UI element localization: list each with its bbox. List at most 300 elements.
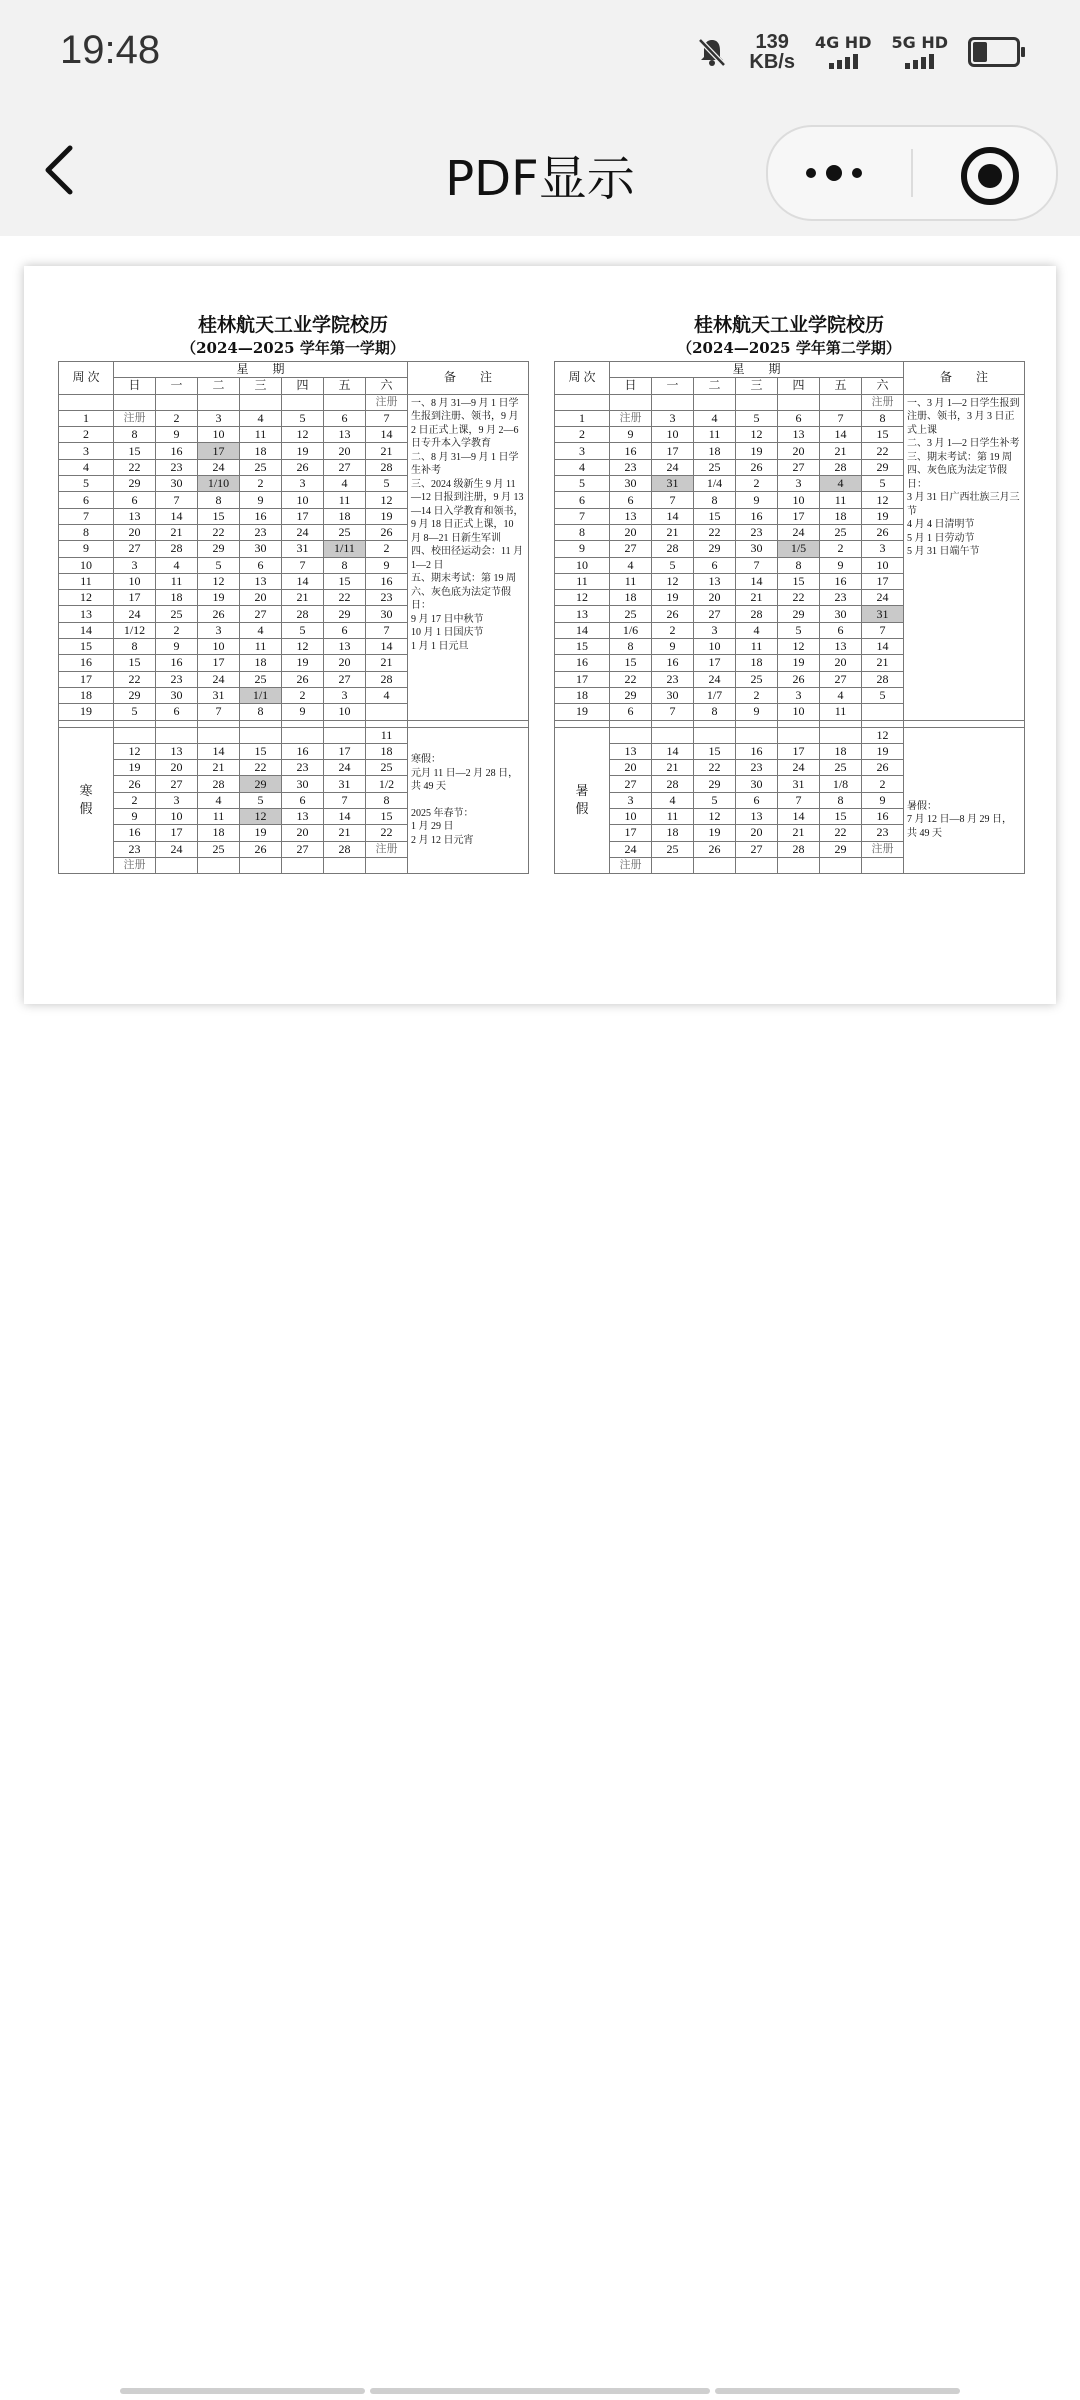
date-cell: 5 <box>282 622 324 638</box>
date-cell: 23 <box>736 524 778 540</box>
week-number: 16 <box>59 655 114 671</box>
week-number: 11 <box>555 573 610 589</box>
date-cell: 9 <box>820 557 862 573</box>
date-cell: 11 <box>240 427 282 443</box>
date-cell: 1/12 <box>114 622 156 638</box>
date-cell: 4 <box>240 622 282 638</box>
date-cell: 13 <box>324 639 366 655</box>
date-cell <box>282 727 324 743</box>
date-cell: 19 <box>778 655 820 671</box>
note-line: 10 月 1 日国庆节 <box>411 627 484 639</box>
date-cell: 31 <box>862 606 904 622</box>
note-line: 五、期末考试：第 19 周 <box>411 573 517 585</box>
calendar-subtitle: （2024—2025 学年第一学期） <box>181 339 405 357</box>
date-cell: 22 <box>694 524 736 540</box>
date-cell: 23 <box>240 524 282 540</box>
date-cell: 16 <box>156 443 198 459</box>
weekday-label: 五 <box>820 378 862 394</box>
note-line <box>907 787 1021 800</box>
date-cell: 17 <box>114 590 156 606</box>
date-cell: 29 <box>114 687 156 703</box>
date-cell: 2 <box>156 622 198 638</box>
date-cell: 22 <box>324 590 366 606</box>
date-cell: 16 <box>156 655 198 671</box>
date-cell: 30 <box>652 687 694 703</box>
date-cell: 15 <box>324 573 366 589</box>
week-number: 17 <box>59 671 114 687</box>
note-line: 四、灰色底为法定节假日： <box>907 465 1008 490</box>
date-cell: 17 <box>652 443 694 459</box>
more-dots-icon[interactable] <box>806 165 862 181</box>
date-cell: 20 <box>114 524 156 540</box>
date-cell: 13 <box>694 573 736 589</box>
date-cell: 16 <box>862 809 904 825</box>
date-cell: 20 <box>324 443 366 459</box>
date-cell: 17 <box>694 655 736 671</box>
date-cell: 11 <box>694 427 736 443</box>
status-icons <box>695 32 1020 72</box>
date-cell: 2 <box>820 541 862 557</box>
calendar-table <box>58 361 529 874</box>
date-cell <box>652 727 694 743</box>
close-target-icon[interactable] <box>961 147 1019 205</box>
date-cell: 28 <box>778 841 820 857</box>
date-cell: 25 <box>366 760 408 776</box>
date-cell: 24 <box>324 760 366 776</box>
date-cell: 12 <box>198 573 240 589</box>
date-cell: 22 <box>862 443 904 459</box>
week-number: 4 <box>59 459 114 475</box>
date-cell <box>694 394 736 410</box>
date-cell: 13 <box>610 508 652 524</box>
date-cell: 22 <box>240 760 282 776</box>
date-cell: 27 <box>114 541 156 557</box>
date-cell: 15 <box>694 508 736 524</box>
date-cell: 注册 <box>366 841 408 857</box>
date-cell: 11 <box>610 573 652 589</box>
date-cell <box>366 857 408 873</box>
date-cell: 15 <box>198 508 240 524</box>
date-cell: 22 <box>610 671 652 687</box>
date-cell: 25 <box>652 841 694 857</box>
date-cell: 30 <box>156 687 198 703</box>
date-cell: 注册 <box>114 410 156 426</box>
date-cell: 23 <box>820 590 862 606</box>
date-cell: 12 <box>114 743 156 759</box>
date-cell: 16 <box>114 825 156 841</box>
date-cell: 25 <box>156 606 198 622</box>
vacation-row <box>555 727 1025 743</box>
date-cell: 3 <box>198 622 240 638</box>
date-cell: 9 <box>862 792 904 808</box>
date-cell: 27 <box>610 776 652 792</box>
date-cell: 23 <box>366 590 408 606</box>
note-line: 四、校田径运动会：11 月 1—2 日 <box>411 546 524 571</box>
date-cell: 8 <box>114 639 156 655</box>
date-cell: 24 <box>114 606 156 622</box>
date-cell <box>778 394 820 410</box>
week-number: 15 <box>555 639 610 655</box>
date-cell: 3 <box>324 687 366 703</box>
date-cell: 2 <box>156 410 198 426</box>
weekday-label: 二 <box>694 378 736 394</box>
date-cell: 24 <box>282 524 324 540</box>
date-cell: 2 <box>862 776 904 792</box>
week-number <box>59 394 114 410</box>
date-cell: 5 <box>862 476 904 492</box>
date-cell: 24 <box>198 459 240 475</box>
date-cell: 28 <box>862 671 904 687</box>
date-cell: 8 <box>778 557 820 573</box>
date-cell: 23 <box>862 825 904 841</box>
date-cell: 26 <box>282 459 324 475</box>
note-line: 1 月 29 日 <box>411 821 454 833</box>
date-cell: 29 <box>610 687 652 703</box>
date-cell <box>324 727 366 743</box>
date-cell <box>282 857 324 873</box>
date-cell: 12 <box>736 427 778 443</box>
date-cell: 16 <box>736 743 778 759</box>
date-cell: 30 <box>156 476 198 492</box>
week-number: 18 <box>59 687 114 703</box>
date-cell: 21 <box>862 655 904 671</box>
date-cell <box>240 727 282 743</box>
date-cell: 19 <box>282 443 324 459</box>
week-number: 13 <box>555 606 610 622</box>
battery-icon <box>968 37 1020 67</box>
date-cell: 23 <box>156 459 198 475</box>
date-cell: 1/11 <box>324 541 366 557</box>
date-cell <box>694 857 736 873</box>
date-cell: 注册 <box>114 857 156 873</box>
date-cell: 19 <box>694 825 736 841</box>
date-cell: 31 <box>778 776 820 792</box>
date-cell: 4 <box>610 557 652 573</box>
date-cell: 31 <box>282 541 324 557</box>
date-cell: 3 <box>114 557 156 573</box>
date-cell: 12 <box>694 809 736 825</box>
note-line <box>907 774 1021 787</box>
date-cell: 9 <box>282 704 324 720</box>
weekday-label: 二 <box>198 378 240 394</box>
date-cell: 27 <box>324 671 366 687</box>
week-number: 8 <box>59 524 114 540</box>
date-cell: 10 <box>114 573 156 589</box>
note-line: 三、期末考试：第 19 周 <box>907 451 1013 463</box>
week-number: 6 <box>59 492 114 508</box>
date-cell: 8 <box>862 410 904 426</box>
date-cell: 15 <box>366 809 408 825</box>
date-cell: 5 <box>736 410 778 426</box>
vacation-row <box>59 727 529 743</box>
date-cell <box>736 857 778 873</box>
date-cell: 17 <box>778 743 820 759</box>
date-cell: 7 <box>736 557 778 573</box>
date-cell <box>820 394 862 410</box>
date-cell: 8 <box>198 492 240 508</box>
date-cell: 11 <box>324 492 366 508</box>
date-cell: 5 <box>366 476 408 492</box>
date-cell: 4 <box>240 410 282 426</box>
date-cell: 17 <box>610 825 652 841</box>
weekday-label: 三 <box>240 378 282 394</box>
date-cell: 29 <box>694 541 736 557</box>
date-cell: 22 <box>114 459 156 475</box>
date-cell: 30 <box>610 476 652 492</box>
date-cell: 3 <box>282 476 324 492</box>
date-cell: 26 <box>778 671 820 687</box>
notes-header: 备 注 <box>904 362 1025 395</box>
date-cell: 23 <box>610 459 652 475</box>
date-cell: 6 <box>610 704 652 720</box>
date-cell: 13 <box>736 809 778 825</box>
date-cell: 6 <box>282 792 324 808</box>
date-cell: 16 <box>652 655 694 671</box>
calendar-title: 桂林航天工业学院校历 <box>693 314 884 336</box>
date-cell: 7 <box>652 492 694 508</box>
week-number: 1 <box>555 410 610 426</box>
date-cell: 24 <box>862 590 904 606</box>
week-number: 12 <box>555 590 610 606</box>
date-cell: 27 <box>240 606 282 622</box>
date-cell: 28 <box>324 841 366 857</box>
date-cell: 2 <box>282 687 324 703</box>
date-cell: 25 <box>610 606 652 622</box>
date-cell: 18 <box>820 508 862 524</box>
date-cell: 9 <box>736 492 778 508</box>
date-cell: 15 <box>862 427 904 443</box>
date-cell: 9 <box>736 704 778 720</box>
date-cell: 7 <box>324 792 366 808</box>
date-cell: 16 <box>736 508 778 524</box>
notes-header: 备 注 <box>408 362 529 395</box>
date-cell: 17 <box>198 655 240 671</box>
date-cell: 18 <box>736 655 778 671</box>
week-number: 9 <box>555 541 610 557</box>
date-cell: 11 <box>198 809 240 825</box>
date-cell: 27 <box>324 459 366 475</box>
date-cell: 10 <box>694 639 736 655</box>
date-cell: 8 <box>324 557 366 573</box>
pdf-page <box>24 266 1056 1004</box>
date-cell: 18 <box>694 443 736 459</box>
week-number: 14 <box>59 622 114 638</box>
note-line: 三、2024 级新生 9 月 11—12 日报到注册，9 月 13—14 日入学教育和领书，9 月 18 日正式上课，10 月 8—21 日新生军训 <box>411 478 524 544</box>
date-cell: 11 <box>820 492 862 508</box>
date-cell: 26 <box>862 760 904 776</box>
date-cell: 6 <box>736 792 778 808</box>
date-cell: 8 <box>820 792 862 808</box>
date-cell: 8 <box>114 427 156 443</box>
date-cell: 14 <box>778 809 820 825</box>
week-number: 4 <box>555 459 610 475</box>
date-cell: 5 <box>114 704 156 720</box>
date-cell: 28 <box>282 606 324 622</box>
date-cell: 28 <box>156 541 198 557</box>
week-number: 3 <box>59 443 114 459</box>
date-cell: 17 <box>324 743 366 759</box>
date-cell: 5 <box>862 687 904 703</box>
date-cell: 18 <box>820 743 862 759</box>
date-cell <box>736 394 778 410</box>
date-cell: 13 <box>610 743 652 759</box>
date-cell: 29 <box>324 606 366 622</box>
week-number: 13 <box>59 606 114 622</box>
date-cell: 20 <box>820 655 862 671</box>
date-cell: 19 <box>652 590 694 606</box>
date-cell: 15 <box>114 655 156 671</box>
date-cell: 8 <box>694 492 736 508</box>
date-cell: 27 <box>736 841 778 857</box>
date-cell: 7 <box>282 557 324 573</box>
note-line: 9 月 17 日中秋节 <box>411 613 484 625</box>
week-header: 周 次 <box>59 362 114 395</box>
date-cell: 19 <box>198 590 240 606</box>
date-cell: 14 <box>862 639 904 655</box>
weekday-label: 六 <box>862 378 904 394</box>
date-cell: 13 <box>282 809 324 825</box>
date-cell: 10 <box>652 427 694 443</box>
date-cell <box>862 704 904 720</box>
date-cell: 3 <box>156 792 198 808</box>
date-cell: 6 <box>778 410 820 426</box>
date-cell: 10 <box>862 557 904 573</box>
date-cell: 25 <box>198 841 240 857</box>
date-cell: 4 <box>652 792 694 808</box>
date-cell: 注册 <box>862 841 904 857</box>
date-cell: 18 <box>610 590 652 606</box>
date-cell: 29 <box>778 606 820 622</box>
date-cell: 10 <box>282 492 324 508</box>
date-cell: 19 <box>366 508 408 524</box>
date-cell <box>736 727 778 743</box>
date-cell: 26 <box>652 606 694 622</box>
date-cell: 20 <box>610 524 652 540</box>
date-cell: 26 <box>198 606 240 622</box>
net-speed: 139 KB/s <box>749 31 795 73</box>
date-cell: 注册 <box>610 857 652 873</box>
date-cell: 27 <box>820 671 862 687</box>
calendar-row <box>555 394 1025 410</box>
note-line: 一、3 月 1—2 日学生报到注册、领书，3 月 3 日正式上课 <box>907 397 1020 436</box>
date-cell: 14 <box>652 743 694 759</box>
date-cell: 26 <box>240 841 282 857</box>
date-cell: 4 <box>324 476 366 492</box>
date-cell: 20 <box>156 760 198 776</box>
note-line: 4 月 4 日清明节 <box>907 519 975 531</box>
date-cell: 2 <box>366 541 408 557</box>
weekday-label: 六 <box>366 378 408 394</box>
week-number: 6 <box>555 492 610 508</box>
date-cell: 6 <box>694 557 736 573</box>
weekday-label: 一 <box>652 378 694 394</box>
date-cell: 12 <box>862 727 904 743</box>
date-cell <box>198 394 240 410</box>
date-cell: 23 <box>114 841 156 857</box>
mini-program-capsule <box>766 125 1058 221</box>
date-cell: 30 <box>282 776 324 792</box>
date-cell: 21 <box>156 524 198 540</box>
date-cell: 16 <box>366 573 408 589</box>
date-cell: 15 <box>610 655 652 671</box>
date-cell: 22 <box>198 524 240 540</box>
calendar-subtitle: （2024—2025 学年第二学期） <box>677 339 901 357</box>
date-cell: 17 <box>778 508 820 524</box>
week-number <box>555 394 610 410</box>
date-cell <box>156 727 198 743</box>
date-cell: 9 <box>156 427 198 443</box>
date-cell: 26 <box>282 671 324 687</box>
date-cell: 2 <box>736 687 778 703</box>
date-cell: 15 <box>240 743 282 759</box>
date-cell: 10 <box>610 809 652 825</box>
date-cell: 18 <box>240 443 282 459</box>
date-cell: 17 <box>862 573 904 589</box>
date-cell <box>324 394 366 410</box>
date-cell: 6 <box>610 492 652 508</box>
date-cell: 1/5 <box>778 541 820 557</box>
date-cell <box>156 394 198 410</box>
date-cell: 15 <box>114 443 156 459</box>
calendar-semester-1 <box>58 310 528 874</box>
date-cell: 20 <box>778 443 820 459</box>
date-cell: 14 <box>366 639 408 655</box>
date-cell: 29 <box>114 476 156 492</box>
note-line: 二、3 月 1—2 日学生补考 <box>907 438 1020 450</box>
date-cell: 注册 <box>610 410 652 426</box>
date-cell: 29 <box>240 776 282 792</box>
date-cell: 27 <box>694 606 736 622</box>
week-number: 14 <box>555 622 610 638</box>
date-cell: 13 <box>778 427 820 443</box>
date-cell: 5 <box>282 410 324 426</box>
week-number: 2 <box>555 427 610 443</box>
note-line: 5 月 31 日端午节 <box>907 546 980 558</box>
date-cell: 1/6 <box>610 622 652 638</box>
date-cell: 22 <box>114 671 156 687</box>
date-cell: 6 <box>820 622 862 638</box>
calendar-semester-2 <box>554 310 1024 874</box>
date-cell: 24 <box>198 671 240 687</box>
date-cell: 3 <box>198 410 240 426</box>
vacation-label: 暑 假 <box>555 727 610 874</box>
date-cell: 21 <box>366 655 408 671</box>
date-cell: 14 <box>820 427 862 443</box>
gesture-bar <box>120 2388 365 2394</box>
week-number: 9 <box>59 541 114 557</box>
date-cell: 3 <box>778 687 820 703</box>
date-cell: 21 <box>820 443 862 459</box>
date-cell: 14 <box>282 573 324 589</box>
week-number: 10 <box>59 557 114 573</box>
date-cell: 1/1 <box>240 687 282 703</box>
week-number: 17 <box>555 671 610 687</box>
date-cell: 10 <box>778 704 820 720</box>
date-cell: 7 <box>862 622 904 638</box>
date-cell: 28 <box>198 776 240 792</box>
date-cell: 31 <box>198 687 240 703</box>
date-cell: 11 <box>156 573 198 589</box>
date-cell: 26 <box>114 776 156 792</box>
week-number: 16 <box>555 655 610 671</box>
date-cell: 4 <box>156 557 198 573</box>
note-line: 3 月 31 日广西壮族三月三节 <box>907 492 1020 517</box>
date-cell: 19 <box>862 743 904 759</box>
week-number: 19 <box>555 704 610 720</box>
week-number: 19 <box>59 704 114 720</box>
date-cell: 10 <box>778 492 820 508</box>
date-cell: 10 <box>324 704 366 720</box>
